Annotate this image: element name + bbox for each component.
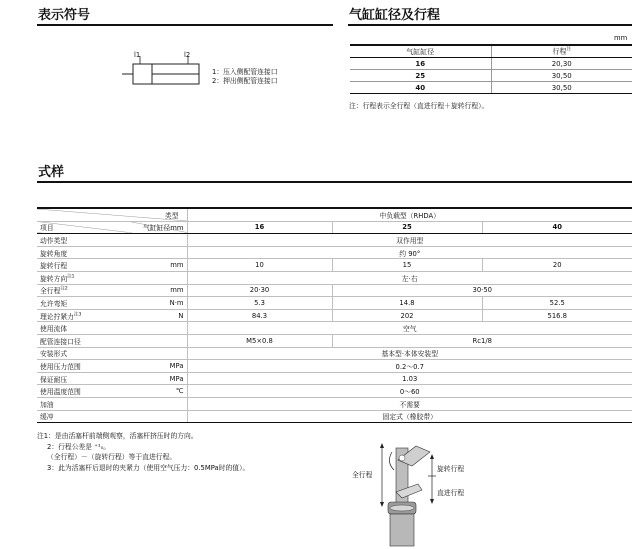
spec-label [37,309,129,322]
spec-value: 空气 [187,322,632,335]
spec-value-40: 516.8 [482,309,632,322]
spec-unit: N [129,309,187,322]
spec-row-pressure-range [37,360,632,373]
spec-value-25-40: Rc1/8 [332,334,632,347]
stroke-note: 注：行程表示全行程（直进行程＋旋转行程）。 [349,102,489,110]
spec-unit [129,410,187,423]
spec-value: 左·右 [187,271,632,284]
stroke-table-header [350,45,632,58]
symbol-legend-2: 2：押出侧配管连接口 [212,77,278,85]
spec-note-2: 2：行程公差是 ⁺¹₀。 [47,442,111,451]
stroke-section-rule [348,24,632,26]
spec-label-note: 注3 [73,312,82,318]
spec-value: 0～60 [187,385,632,398]
spec-label: 加油 [37,397,129,410]
spec-row-temperature [37,385,632,398]
spec-value-16: 84.3 [187,309,332,322]
spec-notes [37,431,249,473]
bore-40: 40 [482,221,632,234]
stroke-row-stroke: 30,50 [491,82,632,94]
item-label: 项目 [37,221,129,234]
spec-table [37,207,632,423]
spec-value: 固定式（橡胶带） [187,410,632,423]
spec-row-lubrication [37,397,632,410]
spec-label: 使用温度范围 [37,385,129,398]
spec-row-fluid [37,322,632,335]
spec-value-25-40: 30·50 [332,284,632,297]
spec-value: 基本型·本体安装型 [187,347,632,360]
spec-value: 1.03 [187,372,632,385]
stroke-header-label: 行程 [552,47,567,56]
spec-label [37,284,129,297]
spec-value: 双作用型 [187,234,632,247]
spec-row-clamp-force [37,309,632,322]
spec-value: 不需要 [187,397,632,410]
spec-unit [129,322,187,335]
spec-note-2-cont: （全行程）－（旋转行程）等于直进行程。 [47,453,177,462]
port-label-2: l2 [184,51,191,59]
spec-row-allowable-moment [37,297,632,310]
spec-label: 缓冲 [37,410,129,423]
type-value: 中负载型（RHDA） [187,208,632,221]
bore-25: 25 [332,221,482,234]
rotary-clamp-illustration-icon [372,440,482,548]
symbol-legend-1: 1：压入侧配管连接口 [212,68,278,76]
spec-value-40: 20 [482,259,632,272]
stroke-row-bore: 16 [350,58,491,70]
spec-row-rotation-direction [37,271,632,284]
spec-row-action [37,234,632,247]
spec-unit: mm [129,259,187,272]
spec-label: 旋转角度 [37,246,129,259]
spec-value: 约 90° [187,246,632,259]
spec-unit: N·m [129,297,187,310]
spec-section-rule [37,181,632,183]
spec-unit [129,246,187,259]
spec-label-note: 注2 [60,287,68,293]
stroke-row [350,58,632,70]
spec-value-25: 202 [332,309,482,322]
stroke-table [350,44,632,94]
spec-note-3: 3：此为活塞杆后退时的夹紧力（使用空气压力：0.5MPa时的值）。 [47,463,250,472]
stroke-row-bore: 40 [350,82,491,94]
spec-label-note: 注1 [67,274,75,280]
spec-label: 旋转行程 [37,259,129,272]
stroke-row-stroke: 30,50 [491,70,632,82]
spec-row-mounting [37,347,632,360]
spec-row-proof-pressure [37,372,632,385]
spec-unit [129,347,187,360]
spec-label: 允许弯矩 [37,297,129,310]
bore-16: 16 [187,221,332,234]
spec-value-40: 52.5 [482,297,632,310]
spec-row-full-stroke [37,284,632,297]
spec-value-16: 20·30 [187,284,332,297]
spec-row-port-size [37,334,632,347]
full-stroke-label: 全行程 [352,471,373,479]
spec-label: 保证耐压 [37,372,129,385]
spec-header-row-type [37,208,632,221]
stroke-row [350,70,632,82]
spec-note-1: 注1：是由活塞杆前端侧观察，活塞杆挤压时的方向。 [37,432,198,440]
spec-unit: MPa [129,360,187,373]
stroke-header [491,45,632,58]
spec-label: 使用流体 [37,322,129,335]
spec-unit [129,234,187,247]
spec-value-25: 15 [332,259,482,272]
bore-header: 气缸缸径 [350,45,491,58]
type-label: 类型 [37,208,187,221]
spec-label: 使用压力范围 [37,360,129,373]
spec-row-rotation-angle [37,246,632,259]
spec-row-cushion [37,410,632,423]
spec-value-16: 10 [187,259,332,272]
spec-unit: mm [129,284,187,297]
spec-header-row-bore [37,221,632,234]
spec-label [37,271,129,284]
stroke-header-note: 注 [566,47,571,53]
spec-row-rotary-stroke [37,259,632,272]
spec-unit [129,271,187,284]
spec-label: 动作类型 [37,234,129,247]
spec-unit: MPa [129,372,187,385]
stroke-unit: mm [614,34,628,42]
symbol-section-rule [37,24,333,26]
spec-value-16: 5.3 [187,297,332,310]
spec-unit [129,397,187,410]
port-label-1: l1 [134,51,141,59]
spec-value-16: M5×0.8 [187,334,332,347]
spec-value-25: 14.8 [332,297,482,310]
spec-unit [129,334,187,347]
symbol-section-title: 表示符号 [38,8,91,23]
spec-label: 安装形式 [37,347,129,360]
bore-label: 气缸缸径mm [129,221,187,234]
rotary-stroke-label: 旋转行程 [437,465,465,473]
spec-label-text: 旋转方向 [40,274,68,283]
spec-label-text: 理论拧紧力 [40,312,74,321]
stroke-section-title: 气缸缸径及行程 [349,8,441,23]
spec-unit: ℃ [129,385,187,398]
spec-value: 0.2～0.7 [187,360,632,373]
linear-stroke-label: 直进行程 [437,489,465,497]
stroke-row-stroke: 20,30 [491,58,632,70]
spec-label-text: 全行程 [40,287,61,296]
spec-label: 配管连接口径 [37,334,129,347]
stroke-row [350,82,632,94]
spec-section-title: 式样 [38,165,65,180]
stroke-row-bore: 25 [350,70,491,82]
